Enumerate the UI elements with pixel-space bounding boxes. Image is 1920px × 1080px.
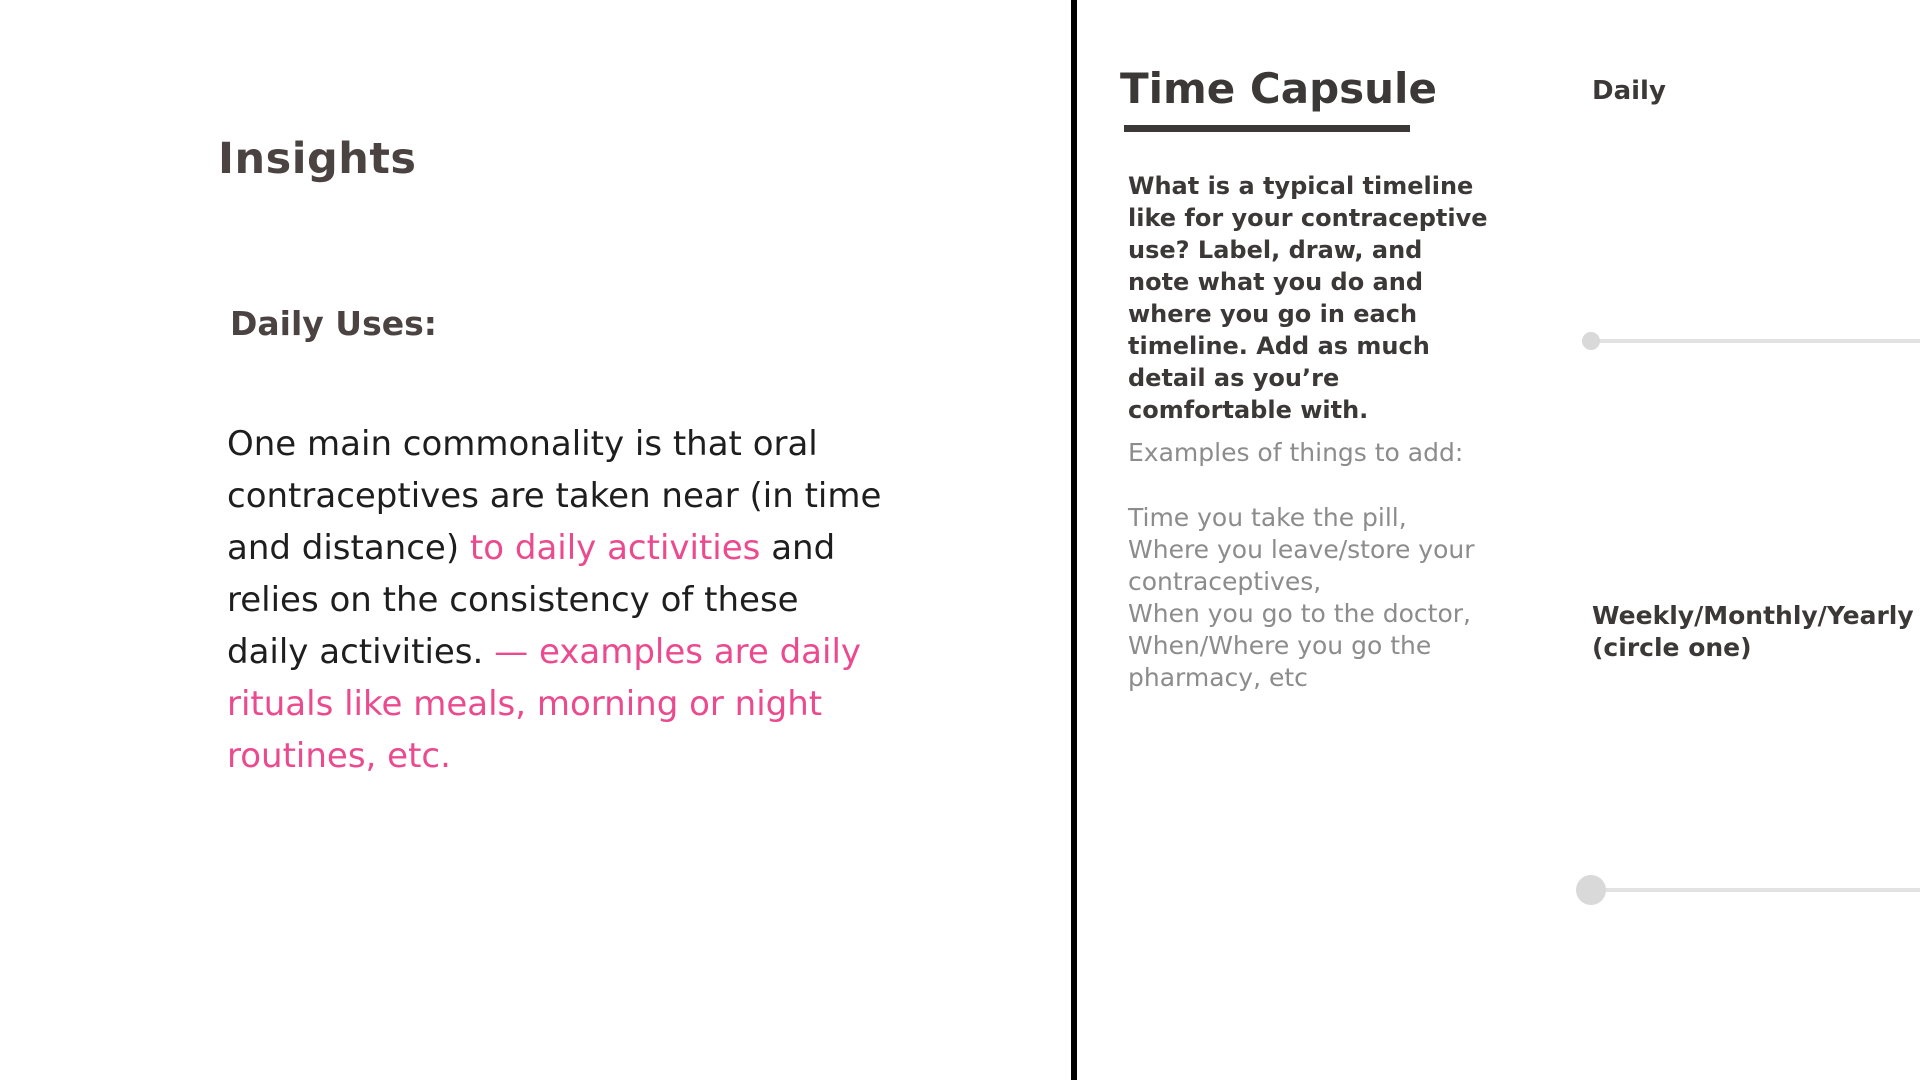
daily-timeline-track (1582, 339, 1920, 343)
example-item: Where you leave/store your contraceptives, (1128, 535, 1475, 596)
period-timeline[interactable] (1576, 870, 1920, 910)
period-timeline-track (1576, 888, 1920, 892)
example-item: When you go to the doctor, (1128, 599, 1471, 628)
timeline-prompt: What is a typical timeline like for your contraceptive use? Label, draw, and note what you do and where you go in each timeline. Add as much detail as you’re comfortable with. (1128, 172, 1488, 424)
title-underline (1124, 125, 1410, 132)
time-capsule-title: Time Capsule (1120, 64, 1437, 113)
insight-paragraph (227, 418, 887, 782)
insight-highlight-examples: — examples are daily rituals like meals, morning or night routines, etc. (227, 632, 862, 776)
daily-timeline-label: Daily (1592, 76, 1666, 106)
insight-text-part-1: One main commonality is that oral contraceptives are taken near (in time and distance) (227, 424, 882, 568)
daily-uses-heading: Daily Uses: (230, 304, 437, 343)
examples-list (1128, 502, 1508, 694)
insight-text-part-2: and relies on the consistency of these daily activities. (227, 528, 836, 672)
examples-heading: Examples of things to add: (1128, 438, 1464, 467)
example-item: When/Where you go the pharmacy, etc (1128, 631, 1432, 692)
insight-highlight-daily-activities: to daily activities (469, 528, 761, 568)
daily-timeline-start-handle[interactable] (1582, 332, 1600, 350)
insights-title: Insights (218, 134, 417, 184)
example-item: Time you take the pill, (1128, 503, 1407, 532)
period-timeline-label: Weekly/Monthly/Yearly (circle one) (1592, 601, 1914, 662)
panel-divider (1071, 0, 1077, 1080)
period-timeline-start-handle[interactable] (1576, 875, 1606, 905)
daily-timeline[interactable] (1582, 321, 1920, 361)
